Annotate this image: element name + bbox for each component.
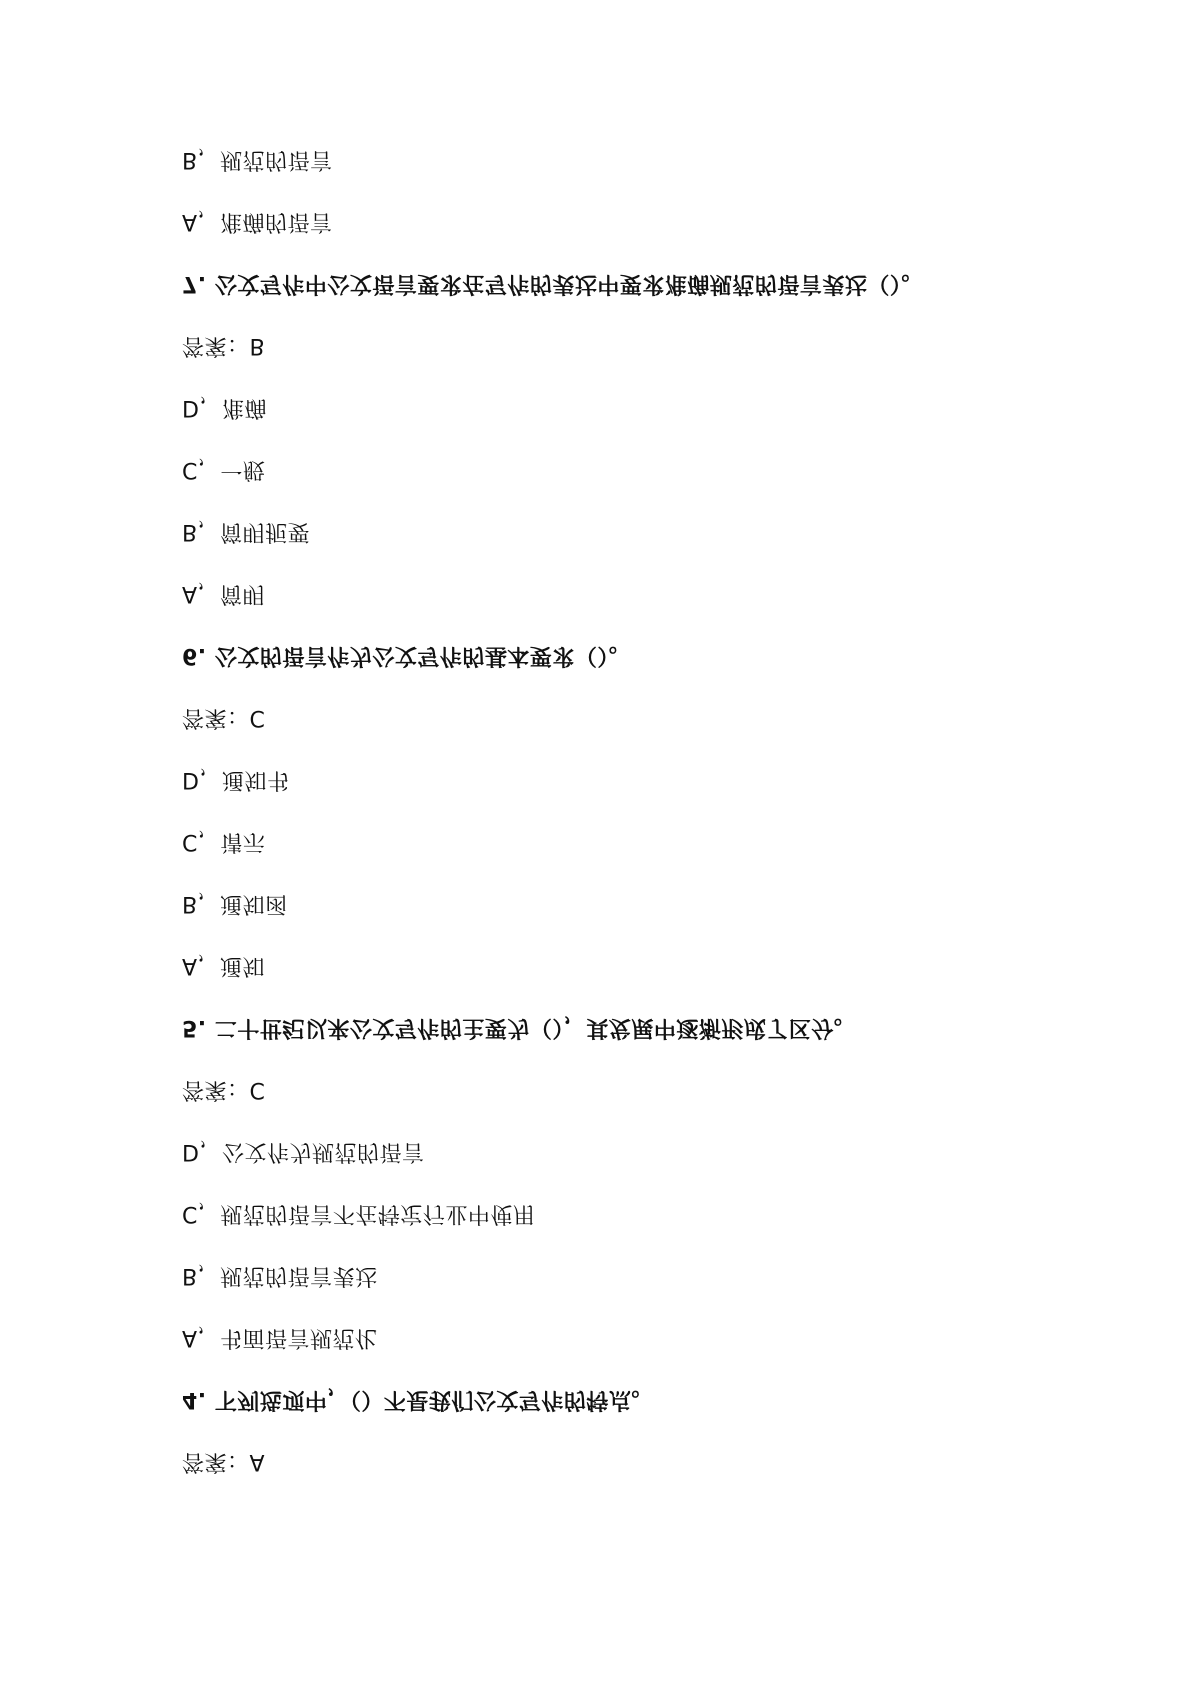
question-line: 7. 公文写作中公文语言要求在写作的表达中要求准确规范的语言表达（）。 (182, 271, 924, 296)
option-line: A，准确的语言 (182, 209, 333, 234)
option-line: C，请示 (182, 829, 266, 854)
question-line: 6. 公文的语言作为公文写作的基本要求（）。 (182, 643, 632, 668)
option-line: A，简明 (182, 581, 266, 606)
answer-line: 答案：A (182, 1449, 266, 1474)
option-line: B，规范的语言 (182, 147, 333, 172)
question-line: 5. 二十世纪以来公文写作的主要为（），其发展中逐渐形成了区分。 (182, 1015, 857, 1040)
option-line: D，准确 (182, 395, 267, 420)
document-body (182, 110, 1082, 1474)
answer-line: 答案：C (182, 1077, 266, 1102)
answer-line: 答案：C (182, 705, 266, 730)
answer-line: 答案：B (182, 333, 266, 358)
option-line: D，通知书 (182, 767, 290, 792)
option-line: A，书面语言规范化 (182, 1325, 378, 1350)
option-line: B，规范的语言表达 (182, 1263, 378, 1288)
question-line: 4. 下列选项中，（）不是我们公文写作的特点。 (182, 1387, 654, 1412)
option-line: C，一般 (182, 457, 266, 482)
option-line: B，通知函 (182, 891, 288, 916)
option-line: B，简明扼要 (182, 519, 311, 544)
option-line: A，通知 (182, 953, 266, 978)
option-line: C，规范的语言不在特定行业中使用 (182, 1201, 536, 1226)
option-line: D，公文作为规范的语言 (182, 1139, 425, 1164)
